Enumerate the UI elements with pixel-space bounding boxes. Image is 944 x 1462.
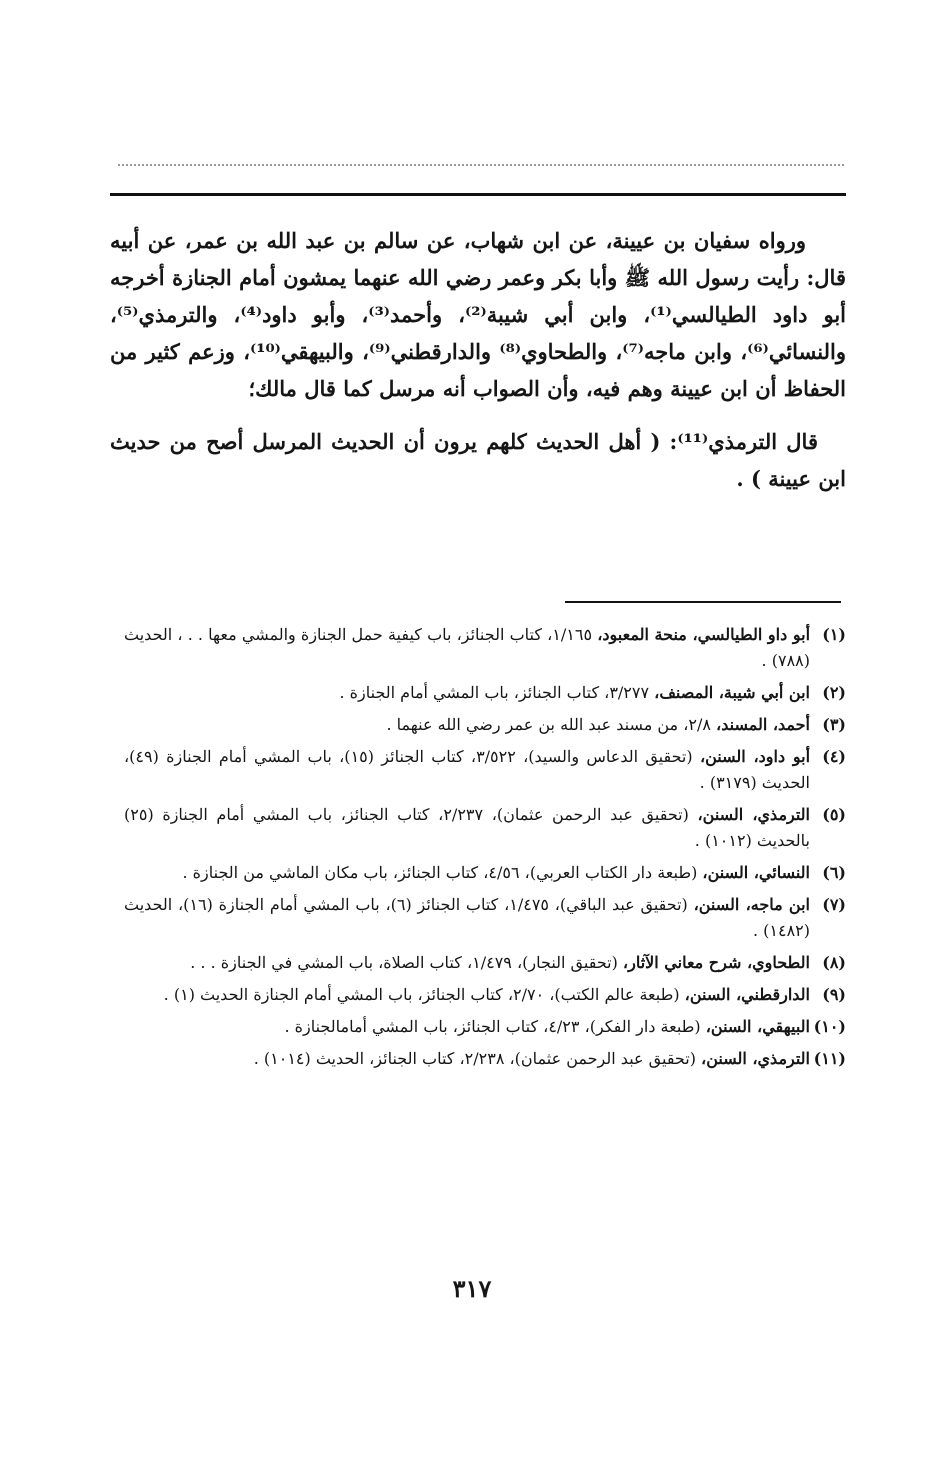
- footnote: [124, 860, 846, 886]
- footnote-reference: (تحقيق عبد الرحمن عثمان)، ٢/٢٣٧، كتاب الجنائز، باب المشي أمام الجنازة (٢٥) بالحديث (١٠١٢) .: [124, 805, 810, 850]
- footnote-number: (١): [822, 625, 846, 644]
- footnote-reference: ٢/٨، من مسند عبد الله بن عمر رضي الله عنهما .: [386, 715, 717, 734]
- footnote-separator: [565, 601, 841, 603]
- paragraph-hadith-narration: ورواه سفيان بن عيينة، عن ابن شهاب، عن سالم بن عبد الله بن عمر، عن أبيه قال: رأيت رسول الله ﷺ وأبا بكر وعمر رضي الله عنهما يمشون أمام الجنازة أخرجه أبو داود الطيالسي⁽¹⁾، وابن أبي شيبة⁽²⁾، وأحمد⁽³⁾، وأبو داود⁽⁴⁾، والترمذي⁽⁵⁾، والنسائي⁽⁶⁾، وابن ماجه⁽⁷⁾، والطحاوي⁽⁸⁾ والدارقطني⁽⁹⁾، والبيهقي⁽¹⁰⁾، وزعم كثير من الحفاظ أن ابن عيينة وهم فيه، وأن الصواب أنه مرسل كما قال مالك؛: [110, 228, 847, 401]
- footnote: [124, 622, 846, 674]
- footnote-reference: (تحقيق عبد الرحمن عثمان)، ٢/٢٣٨، كتاب الجنائز، الحديث (١٠١٤) .: [253, 1049, 702, 1068]
- page-number: ٣١٧: [452, 1274, 492, 1303]
- footnote: [124, 1046, 846, 1072]
- footnote-source: أبو داود، السنن،: [699, 747, 811, 766]
- footnote-source: النسائي، السنن،: [702, 863, 810, 882]
- footnote-reference: (طبعة دار الفكر)، ٤/٢٣، كتاب الجنائز، باب المشي أمامالجنازة .: [284, 1017, 706, 1036]
- footnote-source: أحمد، المسند،: [716, 715, 810, 734]
- footnote-number: (١٠): [813, 1017, 846, 1036]
- header-rule: [110, 193, 846, 196]
- footnote: [124, 1014, 846, 1040]
- footnote-number: (٣): [822, 715, 846, 734]
- footnote: [124, 744, 846, 796]
- footnote-reference: (طبعة عالم الكتب)، ٢/٧٠، كتاب الجنائز، باب المشي أمام الجنازة الحديث (١) .: [163, 985, 685, 1004]
- footnote-source: البيهقي، السنن،: [705, 1017, 810, 1036]
- footnote: [124, 892, 846, 944]
- footnote-source: الطحاوي، شرح معاني الآثار،: [622, 953, 810, 972]
- footnote-reference: (طبعة دار الكتاب العربي)، ٤/٥٦، كتاب الجنائز، باب مكان الماشي من الجنازة .: [182, 863, 703, 882]
- footnote: [124, 950, 846, 976]
- footnote-number: (٧): [822, 895, 846, 914]
- footnote-reference: ٣/٢٧٧، كتاب الجنائز، باب المشي أمام الجنازة .: [339, 683, 655, 702]
- footnote: [124, 680, 846, 706]
- footnote-source: ابن أبي شيبة، المصنف،: [654, 683, 810, 702]
- footnote-number: (٨): [822, 953, 846, 972]
- footnote: [124, 712, 846, 738]
- paragraph-tirmidhi-quote: قال الترمذي⁽¹¹⁾: ( أهل الحديث كلهم يرون أن الحديث المرسل أصح من حديث ابن عيينة ) .: [110, 429, 846, 491]
- footnote: [124, 982, 846, 1008]
- footnote-reference: (تحقيق الدعاس والسيد)، ٣/٥٢٢، كتاب الجنائز (١٥)، باب المشي أمام الجنازة (٤٩)، الحديث (٣١٧٩) .: [124, 747, 810, 792]
- footnote-source: الدارقطني، السنن،: [684, 985, 810, 1004]
- footnote-source: الترمذي، السنن،: [697, 805, 811, 824]
- footnote-source: الترمذي، السنن،: [701, 1049, 810, 1068]
- footnote-reference: (تحقيق النجار)، ١/٤٧٩، كتاب الصلاة، باب المشي في الجنازة . . .: [190, 953, 623, 972]
- footnote-number: (١١): [813, 1049, 846, 1068]
- dotted-divider: [118, 164, 844, 166]
- footnotes-list: [124, 622, 846, 1078]
- footnote-reference: (تحقيق عبد الباقي)، ١/٤٧٥، كتاب الجنائز (٦)، باب المشي أمام الجنازة (١٦)، الحديث (١٤٨٢) .: [124, 895, 810, 940]
- footnote-number: (٦): [822, 863, 846, 882]
- footnote-source: أبو داو الطيالسي، منحة المعبود،: [597, 625, 811, 644]
- footnote-reference: ١/١٦٥، كتاب الجنائز، باب كيفية حمل الجنازة والمشي معها . . ، الحديث (٧٨٨) .: [124, 625, 810, 670]
- footnote-number: (٥): [822, 805, 846, 824]
- footnote-number: (٩): [822, 985, 846, 1004]
- main-body-text: [110, 222, 846, 497]
- footnote-source: ابن ماجه، السنن،: [693, 895, 810, 914]
- footnote-number: (٤): [822, 747, 846, 766]
- footnote: [124, 802, 846, 854]
- footnote-number: (٢): [822, 683, 846, 702]
